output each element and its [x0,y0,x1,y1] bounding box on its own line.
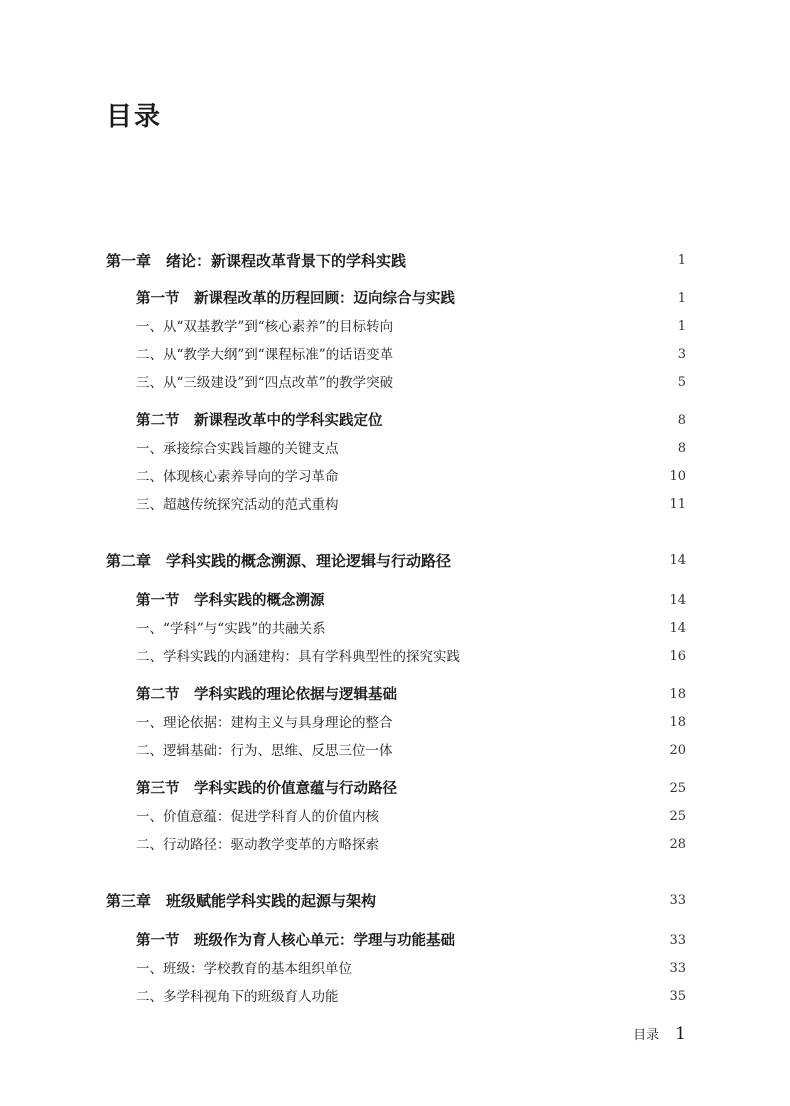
toc-page-number: 8 [677,413,686,428]
toc-page-number: 14 [669,621,686,636]
toc-item[interactable] [0,494,790,516]
toc-page-number: 1 [677,253,686,268]
toc-item[interactable] [0,806,790,828]
toc-entry-text: 二、体现核心素养导向的学习革命 [136,469,339,485]
toc-entry-text: 第二节 学科实践的理论依据与逻辑基础 [136,686,397,703]
toc-page-number: 11 [669,497,686,512]
toc-item[interactable] [0,646,790,668]
page-title: 目录 [106,102,163,132]
toc-chapter[interactable] [0,250,790,272]
toc-page-number: 14 [669,593,686,608]
toc-page-number: 25 [669,781,686,796]
toc-entry-text: 第三节 学科实践的价值意蕴与行动路径 [136,780,397,797]
toc-item[interactable] [0,834,790,856]
toc-item[interactable] [0,712,790,734]
toc-entry-text: 一、“学科”与“实践”的共融关系 [136,621,326,637]
toc-entry-text: 二、行动路径：驱动教学变革的方略探索 [136,837,379,853]
toc-page-number: 18 [669,687,686,702]
toc-entry-text: 一、承接综合实践旨趣的关键支点 [136,441,339,457]
toc-page-number: 33 [669,961,686,976]
toc-entry-text: 二、学科实践的内涵建构：具有学科典型性的探究实践 [136,649,460,665]
toc-page-number: 1 [677,291,686,306]
toc-entry-text: 一、价值意蕴：促进学科育人的价值内核 [136,809,379,825]
toc-page-number: 33 [669,933,686,948]
toc-entry-text: 一、班级：学校教育的基本组织单位 [136,961,352,977]
toc-entry-text: 第二章 学科实践的概念溯源、理论逻辑与行动路径 [106,552,452,570]
toc-section[interactable] [0,778,790,800]
toc-page-number: 28 [669,837,686,852]
toc-entry-text: 第一节 学科实践的概念溯源 [136,592,325,609]
toc-entry-text: 第一节 新课程改革的历程回顾：迈向综合与实践 [136,290,455,307]
page-footer [633,1022,686,1046]
toc-page-number: 35 [669,989,686,1004]
toc-chapter[interactable] [0,890,790,912]
footer-page-number: 1 [675,1024,686,1044]
toc-page-number: 18 [669,715,686,730]
toc-entry-text: 三、从“三级建设”到“四点改革”的教学突破 [136,375,394,391]
toc-item[interactable] [0,618,790,640]
toc-section[interactable] [0,410,790,432]
footer-label: 目录 [633,1028,660,1043]
toc-entry-text: 二、从“教学大纲”到“课程标准”的话语变革 [136,347,394,363]
toc-page-number: 14 [669,553,686,568]
toc-entry-text: 第一章 绪论：新课程改革背景下的学科实践 [106,252,407,270]
toc-page-number: 25 [669,809,686,824]
toc-item[interactable] [0,372,790,394]
toc-item[interactable] [0,466,790,488]
toc-entry-text: 一、从“双基教学”到“核心素养”的目标转向 [136,319,394,335]
toc-section[interactable] [0,590,790,612]
toc-page-number: 8 [677,441,686,456]
toc-entry-text: 一、理论依据：建构主义与具身理论的整合 [136,715,393,731]
toc-entry-text: 第二节 新课程改革中的学科实践定位 [136,412,383,429]
toc-entry-text: 二、多学科视角下的班级育人功能 [136,989,339,1005]
toc-item[interactable] [0,986,790,1008]
toc-chapter[interactable] [0,550,790,572]
toc-page-number: 3 [677,347,686,362]
toc-item[interactable] [0,438,790,460]
toc-page-number: 16 [669,649,686,664]
toc-page-number: 20 [669,743,686,758]
toc-entry-text: 第一节 班级作为育人核心单元：学理与功能基础 [136,932,455,949]
toc-page-number: 33 [669,893,686,908]
toc-item[interactable] [0,958,790,980]
toc-item[interactable] [0,316,790,338]
toc-entry-text: 第三章 班级赋能学科实践的起源与架构 [106,892,377,910]
toc-entry-text: 三、超越传统探究活动的范式重构 [136,497,339,513]
toc-item[interactable] [0,344,790,366]
toc-item[interactable] [0,740,790,762]
toc-page-number: 10 [669,469,686,484]
toc-entry-text: 二、逻辑基础：行为、思维、反思三位一体 [136,743,393,759]
toc-section[interactable] [0,684,790,706]
toc-page-number: 5 [677,375,686,390]
toc-page-number: 1 [677,319,686,334]
toc-section[interactable] [0,288,790,310]
toc-section[interactable] [0,930,790,952]
